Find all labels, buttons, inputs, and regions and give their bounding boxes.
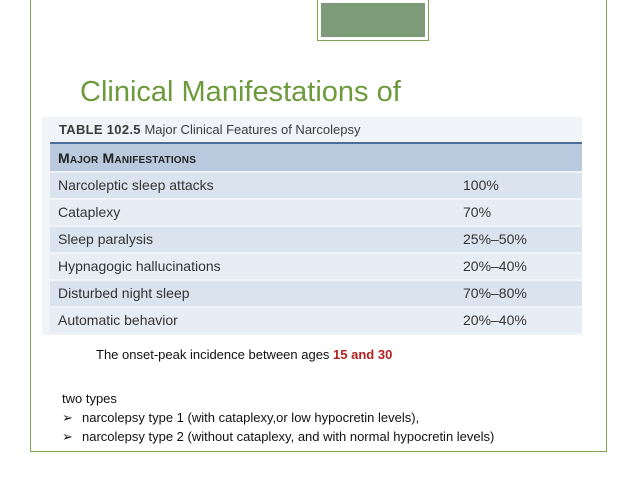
row-percent: 70%: [463, 204, 492, 220]
table-row: [50, 227, 582, 252]
table-row: [50, 173, 582, 198]
table-row: [50, 281, 582, 306]
table-row: [50, 254, 582, 279]
types-list: [62, 391, 494, 448]
list-item: [62, 410, 494, 429]
clinical-features-table: [42, 117, 582, 335]
table-rows: [50, 173, 582, 335]
arrow-bullet-icon: ➢: [62, 429, 73, 444]
row-percent: 25%–50%: [463, 231, 527, 247]
onset-note: [96, 347, 392, 362]
table-caption-text: Major Clinical Features of Narcolepsy: [144, 122, 361, 137]
row-feature: Cataplexy: [58, 204, 121, 220]
row-feature: Disturbed night sleep: [58, 285, 190, 301]
type-2-text: narcolepsy type 2 (without cataplexy, and with normal hypocretin levels): [82, 429, 495, 444]
row-percent: 20%–40%: [463, 258, 527, 274]
onset-ages: 15 and 30: [333, 347, 393, 362]
onset-prefix: The onset-peak incidence between ages: [96, 347, 334, 362]
decorative-box: [318, 0, 428, 40]
table-row: [50, 308, 582, 333]
row-feature: Sleep paralysis: [58, 231, 153, 247]
table-header: [50, 144, 582, 171]
type-1-text: narcolepsy type 1 (with cataplexy,or low hypocretin levels),: [82, 410, 420, 425]
types-heading: two types: [62, 391, 117, 406]
table-caption: [59, 122, 360, 137]
row-feature: Narcoleptic sleep attacks: [58, 177, 214, 193]
row-percent: 100%: [463, 177, 499, 193]
table-header-label: Major Manifestations: [58, 150, 197, 166]
row-percent: 20%–40%: [463, 312, 527, 328]
table-caption-number: TABLE 102.5: [59, 122, 141, 137]
row-feature: Hypnagogic hallucinations: [58, 258, 221, 274]
list-item: [62, 429, 494, 448]
slide-title: Clinical Manifestations of: [80, 76, 401, 108]
row-feature: Automatic behavior: [58, 312, 178, 328]
row-percent: 70%–80%: [463, 285, 527, 301]
arrow-bullet-icon: ➢: [62, 410, 73, 425]
table-row: [50, 200, 582, 225]
